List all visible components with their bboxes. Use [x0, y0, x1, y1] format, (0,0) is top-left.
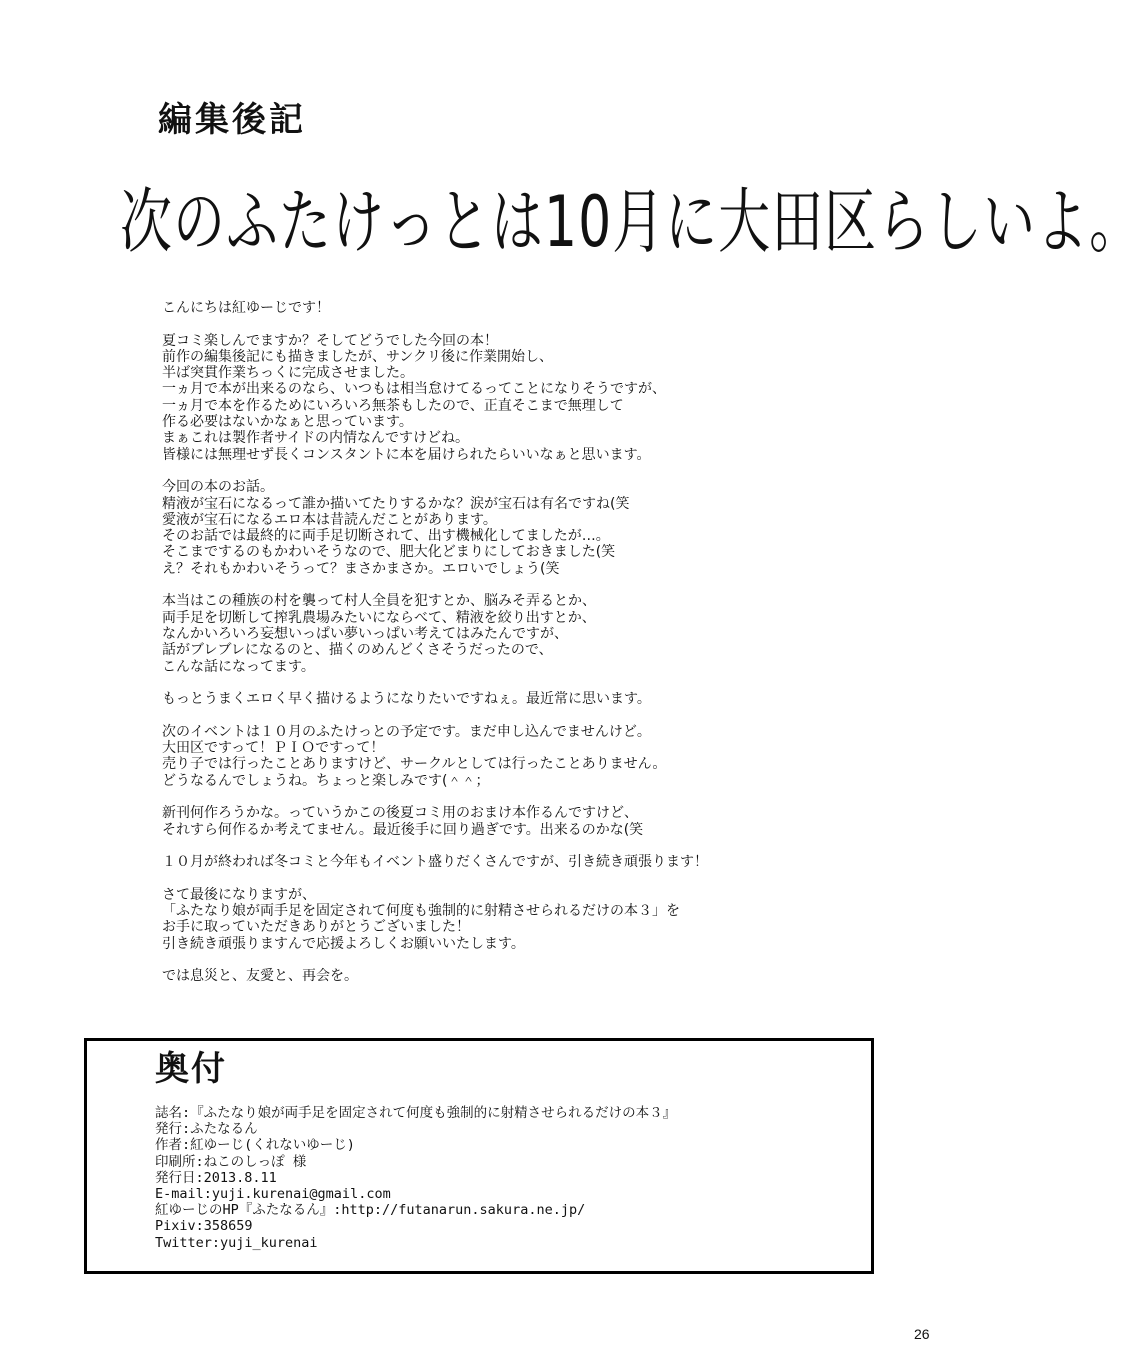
text-line: 売り子では行ったことありますけど、サークルとしては行ったことありません。 [162, 756, 667, 773]
text-line: え？それもかわいそうって？まさかまさか。エロいでしょう(笑 [162, 560, 560, 577]
afterword-paragraph [162, 300, 862, 316]
afterword-paragraph [162, 479, 862, 577]
colophon-line: 作者:紅ゆーじ(くれないゆーじ) [155, 1137, 355, 1154]
text-line: 精液が宝石になるって誰か描いてたりするかな？涙が宝石は有名ですね(笑 [162, 495, 630, 512]
text-line: 両手足を切断して搾乳農場みたいにならべて、精液を絞り出すとか、 [162, 609, 596, 626]
text-line: こんな話になってます。 [162, 658, 315, 675]
text-line: 半ば突貫作業ちっくに完成させました。 [162, 365, 414, 382]
section-title: 編集後記 [158, 100, 306, 140]
text-line: 本当はこの種族の村を襲って村人全員を犯すとか、脳みそ弄るとか、 [162, 593, 596, 610]
afterword-paragraph [162, 805, 862, 838]
afterword-paragraph [162, 691, 862, 707]
text-line: 作る必要はないかなぁと思っています。 [162, 414, 413, 431]
colophon-line: Twitter:yuji_kurenai [155, 1234, 318, 1251]
page-number: 26 [914, 1326, 930, 1342]
text-line: 「ふたなり娘が両手足を固定されて何度も強制的に射精させられるだけの本３」を [162, 902, 680, 919]
text-line: 大田区ですって！ＰＩＯですって！ [162, 740, 385, 757]
text-line: 一ヵ月で本が出来るのなら、いつもは相当怠けてるってことになりそうですが、 [162, 381, 666, 398]
afterword-paragraph [162, 887, 862, 952]
text-line: 前作の編集後記にも描きましたが、サンクリ後に作業開始し、 [162, 348, 554, 365]
colophon-line: 発行:ふたなるん [155, 1121, 258, 1138]
text-line: 話がブレブレになるのと、描くのめんどくさそうだったので、 [162, 642, 553, 659]
afterword-paragraph [162, 968, 862, 984]
text-line: お手に取っていただきありがとうございました！ [162, 919, 470, 936]
afterword-paragraph [162, 854, 862, 870]
text-line: そこまでするのもかわいそうなので、肥大化どまりにしておきました(笑 [162, 544, 616, 561]
handwritten-headline: 次のふたけっとは10月に大田区らしいよ。 [120, 182, 1142, 264]
text-line: 引き続き頑張りますんで応援よろしくお願いいたします。 [162, 935, 525, 952]
text-line: それすら何作るか考えてません。最近後手に回り過ぎです。出来るのかな(笑 [162, 821, 644, 838]
text-line: 愛液が宝石になるエロ本は昔読んだことがあります。 [162, 511, 497, 528]
text-line: まぁこれは製作者サイドの内情なんですけどね。 [162, 430, 470, 447]
text-line: さて最後になりますが、 [162, 886, 316, 903]
afterword-paragraph [162, 593, 862, 674]
colophon-line: 誌名:『ふたなり娘が両手足を固定されて何度も強制的に射精させられるだけの本３』 [155, 1105, 677, 1121]
text-line: １０月が終われば冬コミと今年もイベント盛りだくさんですが、引き続き頑張ります！ [162, 854, 708, 871]
text-line: こんにちは紅ゆーじです！ [162, 300, 330, 316]
text-line: 今回の本のお話。 [162, 479, 274, 496]
colophon-list [155, 1105, 676, 1251]
text-line: どうなるんでしょうね。ちょっと楽しみです(＾＾； [162, 772, 490, 789]
colophon-line: Pixiv:358659 [155, 1218, 253, 1235]
text-line: なんかいろいろ妄想いっぱい夢いっぱい考えてはみたんですが、 [162, 625, 568, 642]
colophon-title: 奥付 [155, 1049, 227, 1089]
text-line: 夏コミ楽しんでますか？そしてどうでした今回の本！ [162, 332, 498, 349]
text-line: 皆様には無理せず長くコンスタントに本を届けられたらいいなぁと思います。 [162, 446, 651, 463]
text-line: 次のイベントは１０月のふたけっとの予定です。まだ申し込んでませんけど。 [162, 723, 651, 740]
colophon-line: E-mail:yuji.kurenai@gmail.com [155, 1186, 391, 1203]
colophon-line: 印刷所:ねこのしっぽ 様 [155, 1153, 307, 1170]
afterword-paragraph [162, 724, 862, 789]
colophon-line: 紅ゆーじのHP『ふたなるん』:http://futanarun.sakura.ne.jp/ [155, 1202, 586, 1219]
text-line: そのお話では最終的に両手足切断されて、出す機械化してましたが…。 [162, 528, 610, 545]
afterword-paragraph [162, 333, 862, 463]
text-line: 一ヵ月で本を作るためにいろいろ無茶もしたので、正直そこまで無理して [162, 397, 624, 414]
colophon-line: 発行日:2013.8.11 [155, 1169, 277, 1186]
text-line: 新刊何作ろうかな。っていうかこの後夏コミ用のおまけ本作るんですけど、 [162, 805, 638, 822]
afterword-body [162, 300, 862, 1001]
colophon-box [84, 1038, 874, 1274]
text-line: もっとうまくエロく早く描けるようになりたいですねぇ。最近常に思います。 [162, 691, 651, 708]
text-line: では息災と、友愛と、再会を。 [162, 968, 358, 985]
